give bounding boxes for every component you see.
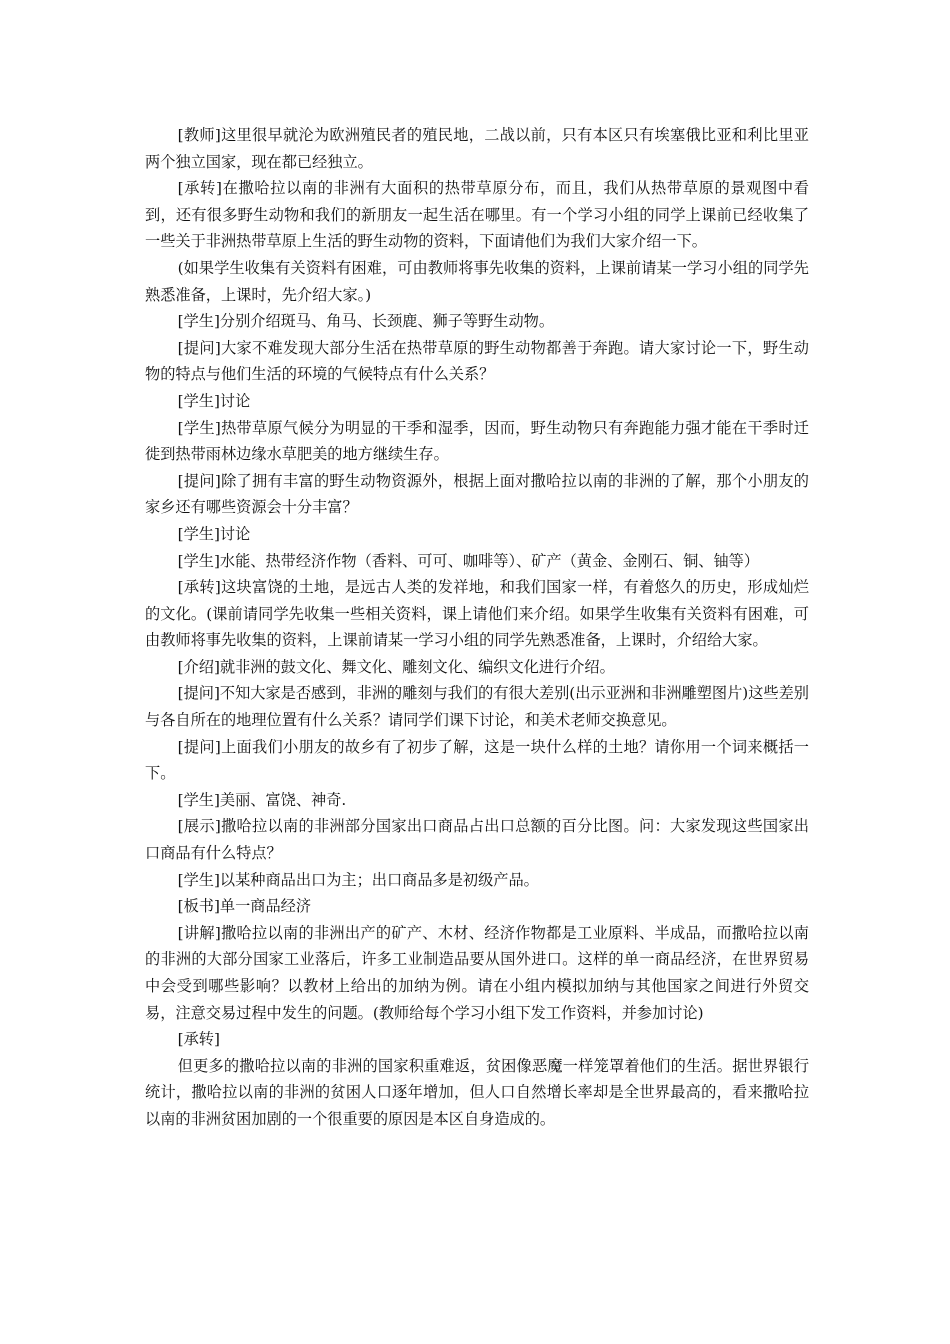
document-body <box>145 122 809 1133</box>
paragraph-question-summary: [提问]上面我们小朋友的故乡有了初步了解，这是一块什么样的土地？请你用一个词来概括一下。 <box>145 737 809 783</box>
paragraph-show-export-chart: [展示]撒哈拉以南的非洲部分国家出口商品占出口总额的百分比图。问：大家发现这些国家出口商品有什么特点？ <box>145 817 809 863</box>
paragraph-question-running: [提问]大家不难发现大部分生活在热带草原的野生动物都善于奔跑。请大家讨论一下，野生动物的特点与他们生活的环境的气候特点有什么关系？ <box>145 338 809 384</box>
paragraph-student-exports: [学生]以某种商品出口为主；出口商品多是初级产品。 <box>177 870 539 889</box>
paragraph-student-climate: [学生]热带草原气候分为明显的干季和湿季，因而，野生动物只有奔跑能力强才能在干季时迁徙到热带雨林边缘水草肥美的地方继续生存。 <box>145 418 809 464</box>
paragraph-question-carving: [提问]不知大家是否感到，非洲的雕刻与我们的有很大差别(出示亚洲和非洲雕塑图片)这些差别与各自所在的地理位置有什么关系？请同学们课下讨论，和美术老师交换意见。 <box>145 684 809 730</box>
paragraph-student-animals: [学生]分别介绍斑马、角马、长颈鹿、狮子等野生动物。 <box>177 312 555 331</box>
paragraph-teacher-colonial-history: [教师]这里很早就沦为欧洲殖民者的殖民地，二战以前，只有本区只有埃塞俄比亚和利比里亚两个独立国家，现在都已经独立。 <box>145 126 809 171</box>
paragraph-student-words: [学生]美丽、富饶、神奇. <box>177 790 347 809</box>
paragraph-poverty: 但更多的撒哈拉以南的非洲的国家积重难返，贫困像恶魔一样笼罩着他们的生活。据世界银行统计，撒哈拉以南的非洲的贫困人口逐年增加，但人口自然增长率却是全世界最高的，看来撒哈拉以南的非洲贫困加剧的一个很重要的原因是本区自身造成的。 <box>145 1056 809 1128</box>
paragraph-note-materials: (如果学生收集有关资料有困难，可由教师将事先收集的资料，上课前请某一学习小组的同学先熟悉准备，上课时，先介绍大家。) <box>145 258 809 304</box>
paragraph-student-discuss-2: [学生]讨论 <box>177 524 251 543</box>
paragraph-introduce-culture: [介绍]就非洲的鼓文化、舞文化、雕刻文化、编织文化进行介绍。 <box>177 657 615 676</box>
paragraph-transition-culture: [承转]这块富饶的土地，是远古人类的发祥地，和我们国家一样，有着悠久的历史，形成灿烂的文化。(课前请同学先收集一些相关资料，课上请他们来介绍。如果学生收集有关资料有困难，可由教师将事先收集的资料，上课前请某一学习小组的同学先熟悉准备，上课时，介绍给大家。 <box>145 578 809 650</box>
paragraph-student-discuss: [学生]讨论 <box>177 391 251 410</box>
paragraph-question-resources: [提问]除了拥有丰富的野生动物资源外，根据上面对撒哈拉以南的非洲的了解，那个小朋友的家乡还有哪些资源会十分丰富？ <box>145 471 809 517</box>
paragraph-transition-label: [承转] <box>177 1030 220 1049</box>
paragraph-student-resources: [学生]水能、热带经济作物（香料、可可、咖啡等）、矿产（黄金、金刚石、铜、铀等） <box>177 551 760 570</box>
paragraph-blackboard: [板书]单一商品经济 <box>177 897 312 916</box>
paragraph-explanation-economy: [讲解]撒哈拉以南的非洲出产的矿产、木材、经济作物都是工业原料、半成品，而撒哈拉以南的非洲的大部分国家工业落后，许多工业制造品要从国外进口。这样的单一商品经济，在世界贸易中会受到哪些影响？以教材上给出的加纳为例。请在小组内模拟加纳与其他国家之间进行外贸交易，注意交易过程中发生的问题。(教师给每个学习小组下发工作资料，并参加讨论) <box>145 923 809 1022</box>
paragraph-transition-savanna: [承转]在撒哈拉以南的非洲有大面积的热带草原分布，而且，我们从热带草原的景观图中看到，还有很多野生动物和我们的新朋友一起生活在哪里。有一个学习小组的同学上课前已经收集了一些关于非洲热带草原上生活的野生动物的资料，下面请他们为我们大家介绍一下。 <box>145 179 809 251</box>
